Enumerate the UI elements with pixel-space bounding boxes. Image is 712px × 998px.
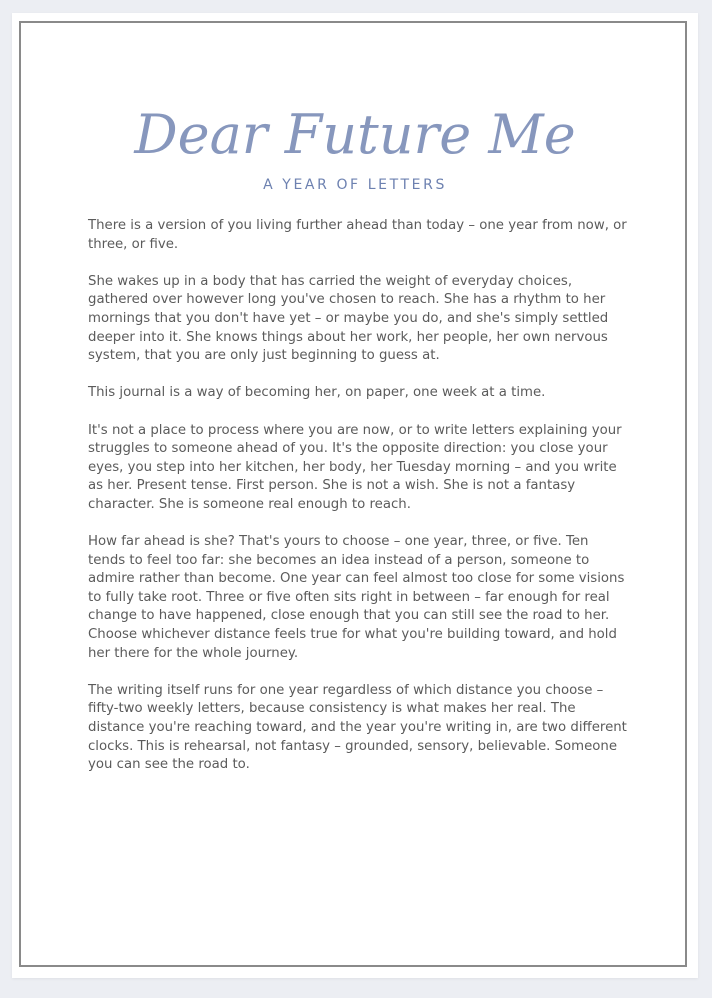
paragraph: The writing itself runs for one year regardless of which distance you choose – fifty-two weekly letters, because consistency is what makes her real. The distance you're reaching toward, and the year you're writing in, are two different clocks. This is rehearsal, not fantasy – grounded, sensory, believable. Someone you can see the road to.	[88, 682, 627, 773]
page-subtitle: A YEAR OF LETTERS	[263, 177, 447, 193]
paragraph: There is a version of you living further ahead than today – one year from now, or three, or five.	[88, 218, 627, 252]
paragraph: This journal is a way of becoming her, on paper, one week at a time.	[88, 385, 546, 401]
paragraph: How far ahead is she? That's yours to choose – one year, three, or five. Ten tends to feel too far: she becomes an idea instead of a person, someone to admire rather than become. One year can feel almost too close for some visions to fully take root. Three or five often sits right in between – far enough for real change to have happened, close enough that you can still see the road to her. Choose whichever distance feels true for what you're building toward, and hold her there for the whole journey.	[88, 534, 625, 661]
intro-text	[88, 217, 628, 793]
journal-page	[12, 13, 698, 978]
paragraph: She wakes up in a body that has carried the weight of everyday choices, gathered over however long you've chosen to reach. She has a rhythm to her mornings that you don't have yet – or maybe you do, and she's simply settled deeper into it. She knows things about her work, her people, her own nervous system, that you are only just beginning to guess at.	[88, 273, 609, 364]
page-title: Dear Future Me	[134, 103, 576, 166]
paragraph: It's not a place to process where you are now, or to write letters explaining your struggles to someone ahead of you. It's the opposite direction: you close your eyes, you step into her kitchen, her body, her Tuesday morning – and you write as her. Present tense. First person. She is not a wish. She is not a fantasy character. She is someone real enough to reach.	[88, 422, 622, 512]
